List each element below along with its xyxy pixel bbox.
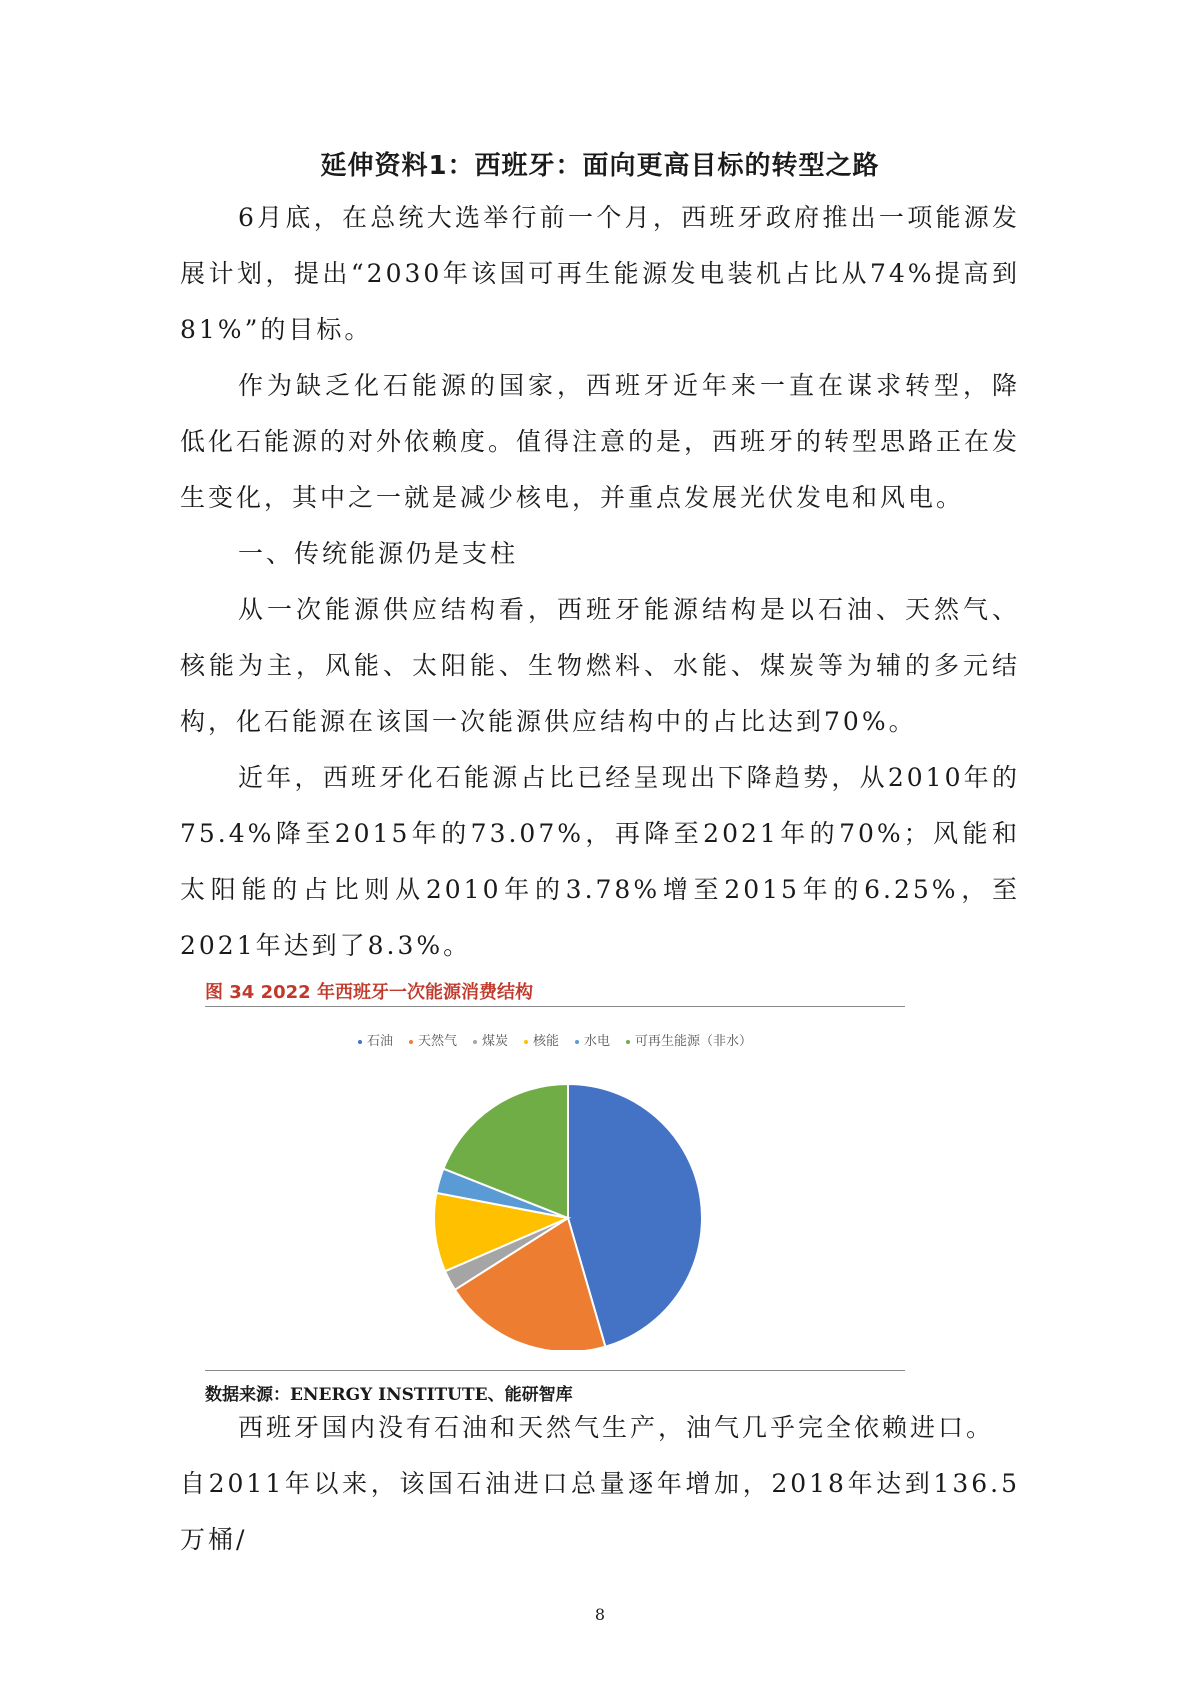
figure-title: 图 34 2022 年西班牙一次能源消费结构 xyxy=(205,982,533,1003)
legend-label: 核能 xyxy=(533,1034,560,1049)
legend-item xyxy=(626,1030,752,1049)
figure-top-rule xyxy=(205,1006,905,1007)
legend-label: 石油 xyxy=(366,1034,393,1049)
paragraph-5: 西班牙国内没有石油和天然气生产，油气几乎完全依赖进口。 xyxy=(238,1413,995,1442)
legend-item xyxy=(409,1030,457,1049)
paragraph-4: 近年，西班牙化石能源占比已经呈现出下降趋势，从2010年的75.4%降至2015年的73.07%，再降至2021年的70%；风能和太阳能的占比则从2010年的3.78%增至2015年的6.25%，至2021年达到了8.3%。 xyxy=(180,763,1020,960)
body-text-top xyxy=(180,190,1020,974)
legend-item xyxy=(473,1030,508,1049)
legend-label: 天然气 xyxy=(417,1034,457,1049)
legend-item xyxy=(575,1030,610,1049)
legend-label: 煤炭 xyxy=(481,1034,508,1049)
legend-swatch xyxy=(524,1040,528,1044)
page-number: 8 xyxy=(594,1605,606,1624)
legend-label: 可再生能源（非水） xyxy=(635,1034,753,1049)
legend-swatch xyxy=(409,1040,413,1044)
figure-bottom-rule xyxy=(205,1370,905,1371)
section-heading: 一、传统能源仍是支柱 xyxy=(238,539,519,568)
legend-swatch xyxy=(358,1040,362,1044)
legend-item xyxy=(358,1030,393,1049)
legend-label: 水电 xyxy=(584,1034,611,1049)
paragraph-1: 6月底，在总统大选举行前一个月，西班牙政府推出一项能源发展计划，提出“2030年该国可再生能源发电装机占比从74%提高到81%”的目标。 xyxy=(180,203,1020,344)
legend-swatch xyxy=(473,1040,477,1044)
paragraph-2: 作为缺乏化石能源的国家，西班牙近年来一直在谋求转型，降低化石能源的对外依赖度。值得注意的是，西班牙的转型思路正在发生变化，其中之一就是减少核电，并重点发展光伏发电和风电。 xyxy=(180,371,1021,512)
chart-legend xyxy=(205,1030,905,1049)
legend-item xyxy=(524,1030,559,1049)
page-title: 延伸资料1：西班牙：面向更高目标的转型之路 xyxy=(320,151,880,181)
paragraph-6: 自2011年以来，该国石油进口总量逐年增加，2018年达到136.5万桶/ xyxy=(180,1469,1020,1554)
body-text-bottom xyxy=(180,1400,1020,1568)
legend-swatch xyxy=(575,1040,579,1044)
legend-swatch xyxy=(626,1040,630,1044)
pie-chart xyxy=(420,1070,780,1350)
figure-source: 数据来源：ENERGY INSTITUTE、能研智库 xyxy=(205,1385,573,1405)
paragraph-3: 从一次能源供应结构看，西班牙能源结构是以石油、天然气、核能为主，风能、太阳能、生物燃料、水能、煤炭等为辅的多元结构，化石能源在该国一次能源供应结构中的占比达到70%。 xyxy=(180,595,1020,736)
